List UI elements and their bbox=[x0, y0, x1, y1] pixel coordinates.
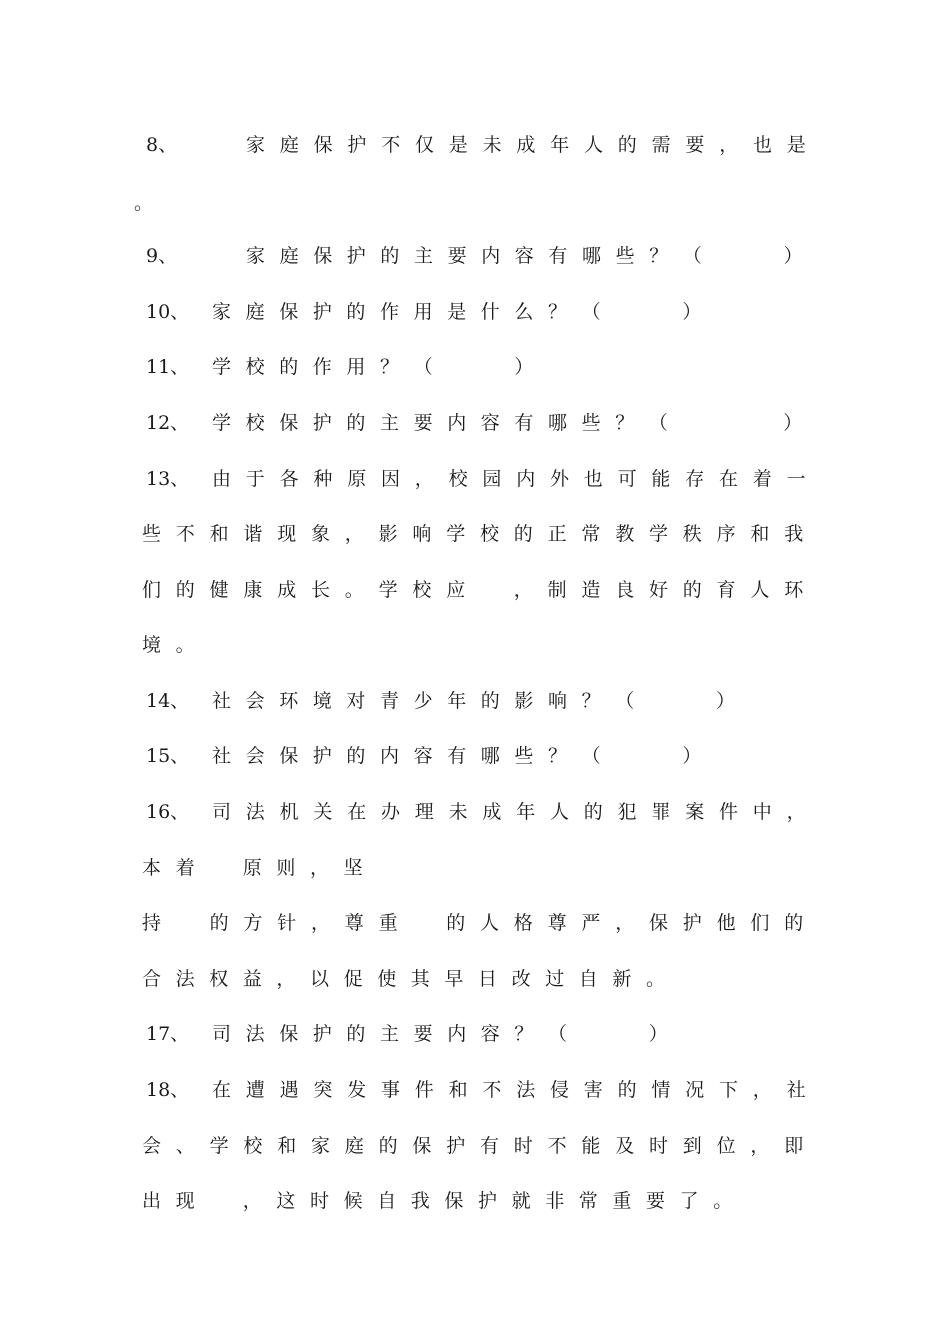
question-13-line-4 bbox=[142, 630, 812, 660]
question-number: 8、 bbox=[146, 134, 178, 156]
question-number: 15、 bbox=[146, 745, 190, 767]
question-number: 17、 bbox=[146, 1023, 190, 1045]
question-text: 本着 原则，坚 bbox=[142, 857, 378, 879]
question-text: 合法权益，以促使其早日改过自新。 bbox=[142, 968, 680, 990]
question-10 bbox=[142, 297, 812, 327]
question-number: 11、 bbox=[146, 356, 190, 378]
question-number: 14、 bbox=[146, 690, 190, 712]
question-number: 10、 bbox=[146, 301, 190, 323]
question-13-line-3 bbox=[142, 575, 819, 605]
question-8-continuation bbox=[134, 188, 812, 218]
question-text: 家庭保护不仅是未成年人的需要，也是 bbox=[246, 134, 821, 156]
question-text: 家庭保护的主要内容有哪些？（ ） bbox=[246, 245, 818, 267]
question-8 bbox=[142, 130, 821, 160]
question-number: 12、 bbox=[146, 412, 190, 434]
question-13-line-2 bbox=[142, 519, 819, 549]
question-text: 们的健康成长。学校应 ，制造良好的育人环 bbox=[142, 579, 819, 601]
question-9 bbox=[142, 241, 818, 271]
question-11 bbox=[142, 352, 812, 382]
question-16-line-2 bbox=[142, 853, 812, 883]
question-text: 社会环境对青少年的影响？（ ） bbox=[212, 690, 750, 712]
question-number: 9、 bbox=[146, 245, 178, 267]
question-text: 些不和谐现象，影响学校的正常教学秩序和我 bbox=[142, 523, 819, 545]
question-text: 社会保护的内容有哪些？（ ） bbox=[212, 745, 717, 767]
question-18-line-3 bbox=[142, 1186, 812, 1216]
question-17 bbox=[142, 1019, 812, 1049]
question-text: 学校的作用？（ ） bbox=[212, 356, 549, 378]
question-text: 持 的方针，尊重 的人格尊严，保护他们的 bbox=[142, 912, 819, 934]
question-text: 司法机关在办理未成年人的犯罪案件中， bbox=[212, 801, 821, 823]
question-text: 学校保护的主要内容有哪些？（ ） bbox=[212, 412, 817, 434]
question-15 bbox=[142, 741, 812, 771]
question-text: 出现 ，这时候自我保护就非常重要了。 bbox=[142, 1190, 747, 1212]
question-number: 18、 bbox=[146, 1079, 190, 1101]
question-18 bbox=[142, 1075, 821, 1105]
question-text: 会、学校和家庭的保护有时不能及时到位，即 bbox=[142, 1135, 819, 1157]
question-text: 司法保护的主要内容？（ ） bbox=[212, 1023, 683, 1045]
question-12 bbox=[142, 408, 817, 438]
question-14 bbox=[142, 686, 812, 716]
question-text: 由于各种原因，校园内外也可能存在着一 bbox=[212, 468, 821, 490]
question-16 bbox=[142, 797, 821, 827]
question-text: 。 bbox=[134, 192, 168, 214]
question-text: 在遭遇突发事件和不法侵害的情况下，社 bbox=[212, 1079, 821, 1101]
question-13 bbox=[142, 464, 821, 494]
question-18-line-2 bbox=[142, 1131, 819, 1161]
question-16-line-4 bbox=[142, 964, 812, 994]
question-number: 13、 bbox=[146, 468, 190, 490]
question-text: 境。 bbox=[142, 634, 210, 656]
question-16-line-3 bbox=[142, 908, 819, 938]
question-text: 家庭保护的作用是什么？（ ） bbox=[212, 301, 717, 323]
question-number: 16、 bbox=[146, 801, 190, 823]
